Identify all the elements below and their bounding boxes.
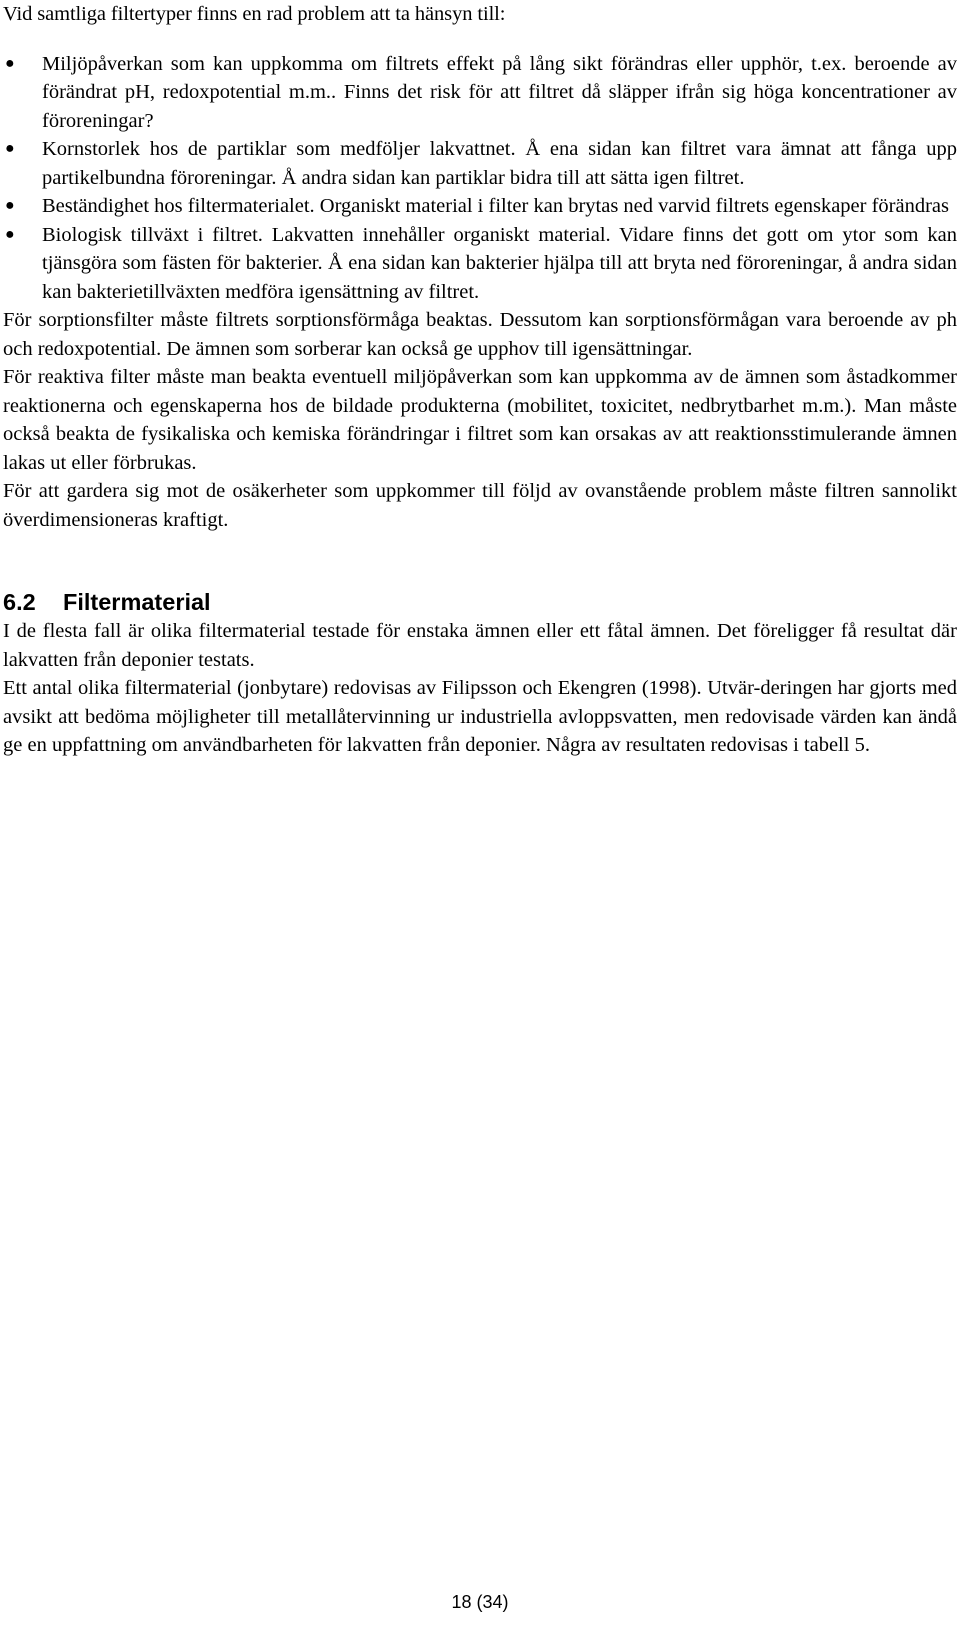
paragraph-reactive: För reaktiva filter måste man beakta eventuell miljöpåverkan som kan uppkomma av de ämnen som åstadkommer reaktionerna och egenskaperna hos de bildade produkterna (mobilitet, toxicitet, nedbrytbarhet m.m.). Man måste också beakta de fysikaliska och kemiska förändringar i filtret som kan orsakas av att reaktionsstimulerande ämnen lakas ut eller förbrukas.	[3, 366, 957, 474]
paragraph-ion-exchangers: Ett antal olika filtermaterial (jonbytare) redovisas av Filipsson och Ekengren (1998). Utvär-deringen har gjorts med avsikt att bedöma möjligheter till metallåtervinning ur industriella avloppsvatten, men redovisade värden kan ändå ge en uppfattning om användbarheten för lakvatten från deponier. Några av resultaten redovisas i tabell 5.	[3, 677, 957, 756]
list-item-text: Kornstorlek hos de partiklar som medföljer lakvattnet. Å ena sidan kan filtret vara ämnat att fånga upp partikelbundna föroreningar. Å andra sidan kan partiklar bidra till att sätta igen filtret.	[42, 138, 957, 189]
paragraph-tested-materials: I de flesta fall är olika filtermaterial testade för enstaka ämnen eller ett fåtal ämnen. Det föreligger få resultat där lakvatten från deponier testats.	[3, 620, 957, 671]
section-heading	[3, 587, 957, 617]
intro-text: Vid samtliga filtertyper finns en rad problem att ta hänsyn till:	[3, 3, 506, 25]
list-item	[3, 221, 957, 307]
list-item	[3, 135, 957, 192]
problem-list	[3, 50, 957, 307]
section-number: 6.2	[3, 589, 36, 615]
section-title: Filtermaterial	[63, 589, 211, 615]
list-item-text: Beständighet hos filtermaterialet. Organiskt material i filter kan brytas ned varvid filtrets egenskaper förändras	[42, 195, 950, 217]
paragraph-sorption: För sorptionsfilter måste filtrets sorptionsförmåga beaktas. Dessutom kan sorptionsförmågan vara beroende av ph och redoxpotential. De ämnen som sorberar kan också ge upphov till igensättningar.	[3, 309, 957, 360]
paragraph-overdimension: För att gardera sig mot de osäkerheter som uppkommer till följd av ovanstående problem måste filtren sannolikt överdimensioneras kraftigt.	[3, 480, 957, 531]
page-number: 18 (34)	[451, 1592, 509, 1612]
list-item	[3, 50, 957, 136]
bullet-icon: ●	[5, 54, 15, 72]
list-item-text: Miljöpåverkan som kan uppkomma om filtrets effekt på lång sikt förändras eller upphör, t.ex. beroende av förändrat pH, redoxpotential m.m.. Finns det risk för att filtret då släpper ifrån sig höga koncentrationer av föroreningar?	[42, 52, 957, 132]
bullet-icon: ●	[5, 225, 15, 243]
list-item	[3, 192, 957, 221]
bullet-icon: ●	[5, 140, 15, 157]
list-item-text: Biologisk tillväxt i filtret. Lakvatten innehåller organiskt material. Vidare finns det gott om ytor som kan tjänsgöra som fästen för bakterier. Å ena sidan kan bakterier hjälpa till att bryta ned föroreningar, å andra sidan kan bakterietillväxten medföra igensättning av filtret.	[42, 223, 957, 303]
bullet-icon: ●	[5, 197, 15, 214]
document-page	[3, 0, 957, 1635]
